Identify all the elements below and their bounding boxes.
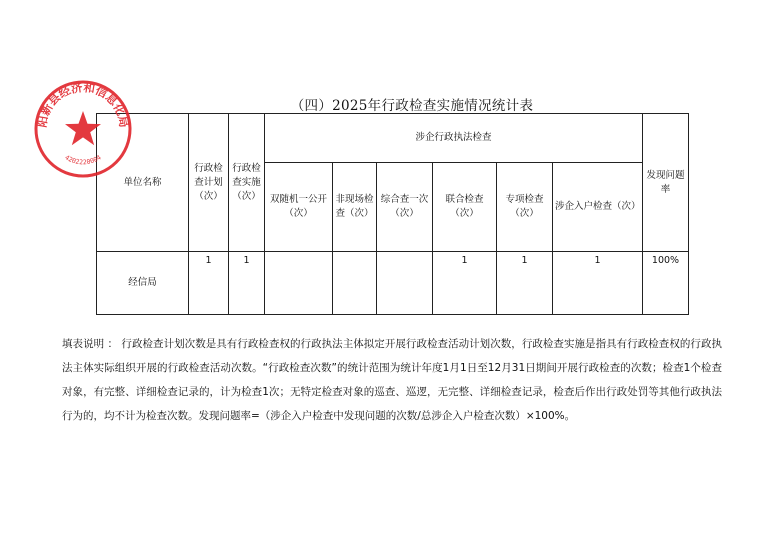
header-comprehensive-inspection: 综合查一次（次） bbox=[377, 163, 433, 252]
cell-offsite bbox=[333, 252, 377, 315]
header-joint-inspection: 联合检查（次） bbox=[433, 163, 497, 252]
fill-in-notes: 填表说明 ： 行政检查计划次数是具有行政检查权的行政执法主体拟定开展行政检查活动计划次数，行政检查实施是指具有行政检查权的行政执法主体实际组织开展的行政检查活动次数。“行政检查次数”的统计范围为统计年度1月1日至12月31日期间开展行政检查的次数；检查1个检查对象，有完整、详细检查记录的，计为检查1次；无特定检查对象的巡查、巡逻，无完整、详细检查记录，检查后作出行政处罚等其他行政执法行为的，均不计为检查次数。发现问题率=（涉企入户检查中发现问题的次数/总涉企入户检查次数）×100%。 bbox=[62, 338, 722, 422]
cell-problem-rate: 100% bbox=[643, 252, 689, 315]
cell-special: 1 bbox=[497, 252, 553, 315]
header-double-random: 双随机一公开（次） bbox=[265, 163, 333, 252]
seal-text: 阳新县经济和信息化局 bbox=[34, 80, 132, 129]
cell-double-random bbox=[265, 252, 333, 315]
table-title: （四）2025年行政检查实施情况统计表 bbox=[290, 98, 534, 114]
header-enterprise-inspection: 涉企行政执法检查 bbox=[265, 114, 643, 163]
header-problem-rate: 发现问题率 bbox=[643, 114, 689, 252]
cell-comprehensive bbox=[377, 252, 433, 315]
header-unit-name: 单位名称 bbox=[97, 114, 189, 252]
header-implemented-count: 行政检查实施（次） bbox=[229, 114, 265, 252]
cell-entry: 1 bbox=[553, 252, 643, 315]
header-offsite-inspection: 非现场检查（次） bbox=[333, 163, 377, 252]
table-row bbox=[97, 252, 689, 315]
cell-joint: 1 bbox=[433, 252, 497, 315]
seal-code: 4202220004 bbox=[63, 153, 103, 167]
header-plan-count: 行政检查计划（次） bbox=[189, 114, 229, 252]
cell-plan: 1 bbox=[189, 252, 229, 315]
header-special-inspection: 专项检查（次） bbox=[497, 163, 553, 252]
inspection-stats-table bbox=[96, 113, 689, 315]
cell-unit: 经信局 bbox=[97, 252, 189, 315]
cell-implemented: 1 bbox=[229, 252, 265, 315]
header-entry-inspection: 涉企入户检查（次） bbox=[553, 163, 643, 252]
